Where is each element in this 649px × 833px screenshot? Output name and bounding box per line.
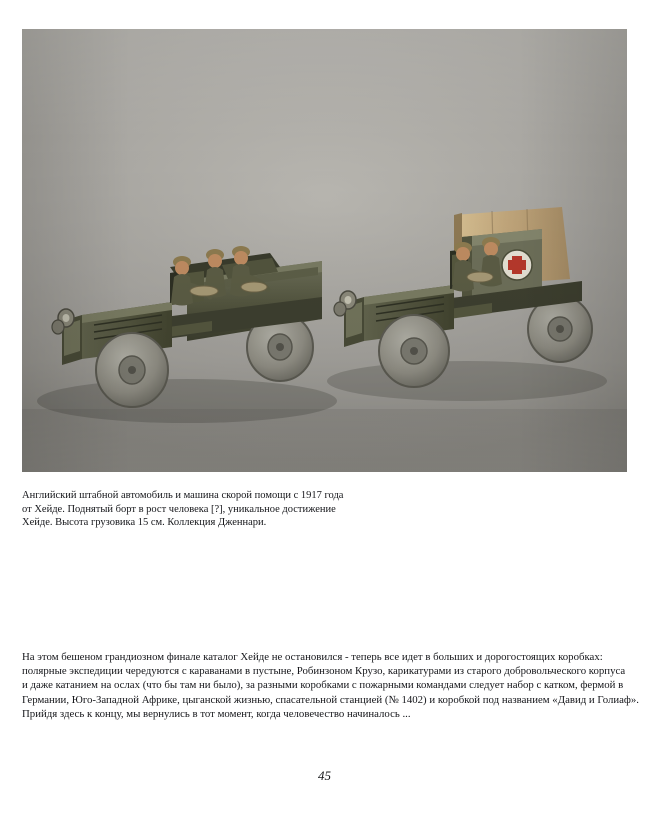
caption-line-1: Английский штабной автомобиль и машина скорой помощи с 1917 года [22,490,344,501]
body-paragraph [22,650,640,721]
caption-line-3: Хейде. Высота грузовика 15 см. Коллекция Дженнари. [22,517,267,528]
body-line-2: полярные экспедиции чередуются с караванами в пустыне, Робинзоном Крузо, карикатурами из старого добровольческого корпуса [22,665,626,678]
figure-photograph [22,29,627,472]
photo-vignette [22,29,627,472]
figure-caption [22,489,442,530]
body-line-1: На этом бешеном грандиозном финале каталог Хейде не остановился - теперь все идет в больших и дорогостоящих коробках: [22,651,603,663]
body-line-5: Прийдя здесь к концу, мы вернулись в тот момент, когда человечество начиналось ... [22,707,411,720]
body-line-3: и даже катанием на ослах (что бы там ни было), за разными коробками с пожарными командами следует набор с катком, фермой в [22,679,624,692]
caption-line-2: от Хейде. Поднятый борт в рост человека [?], уникальное достижение [22,503,336,515]
body-line-4: Германии, Юго-Западной Африке, цыганской жизнью, спасательной станцией (№ 1402) и коробкой под названием «Давид и Голиаф». [22,693,640,706]
page-number: 45 [318,768,331,783]
